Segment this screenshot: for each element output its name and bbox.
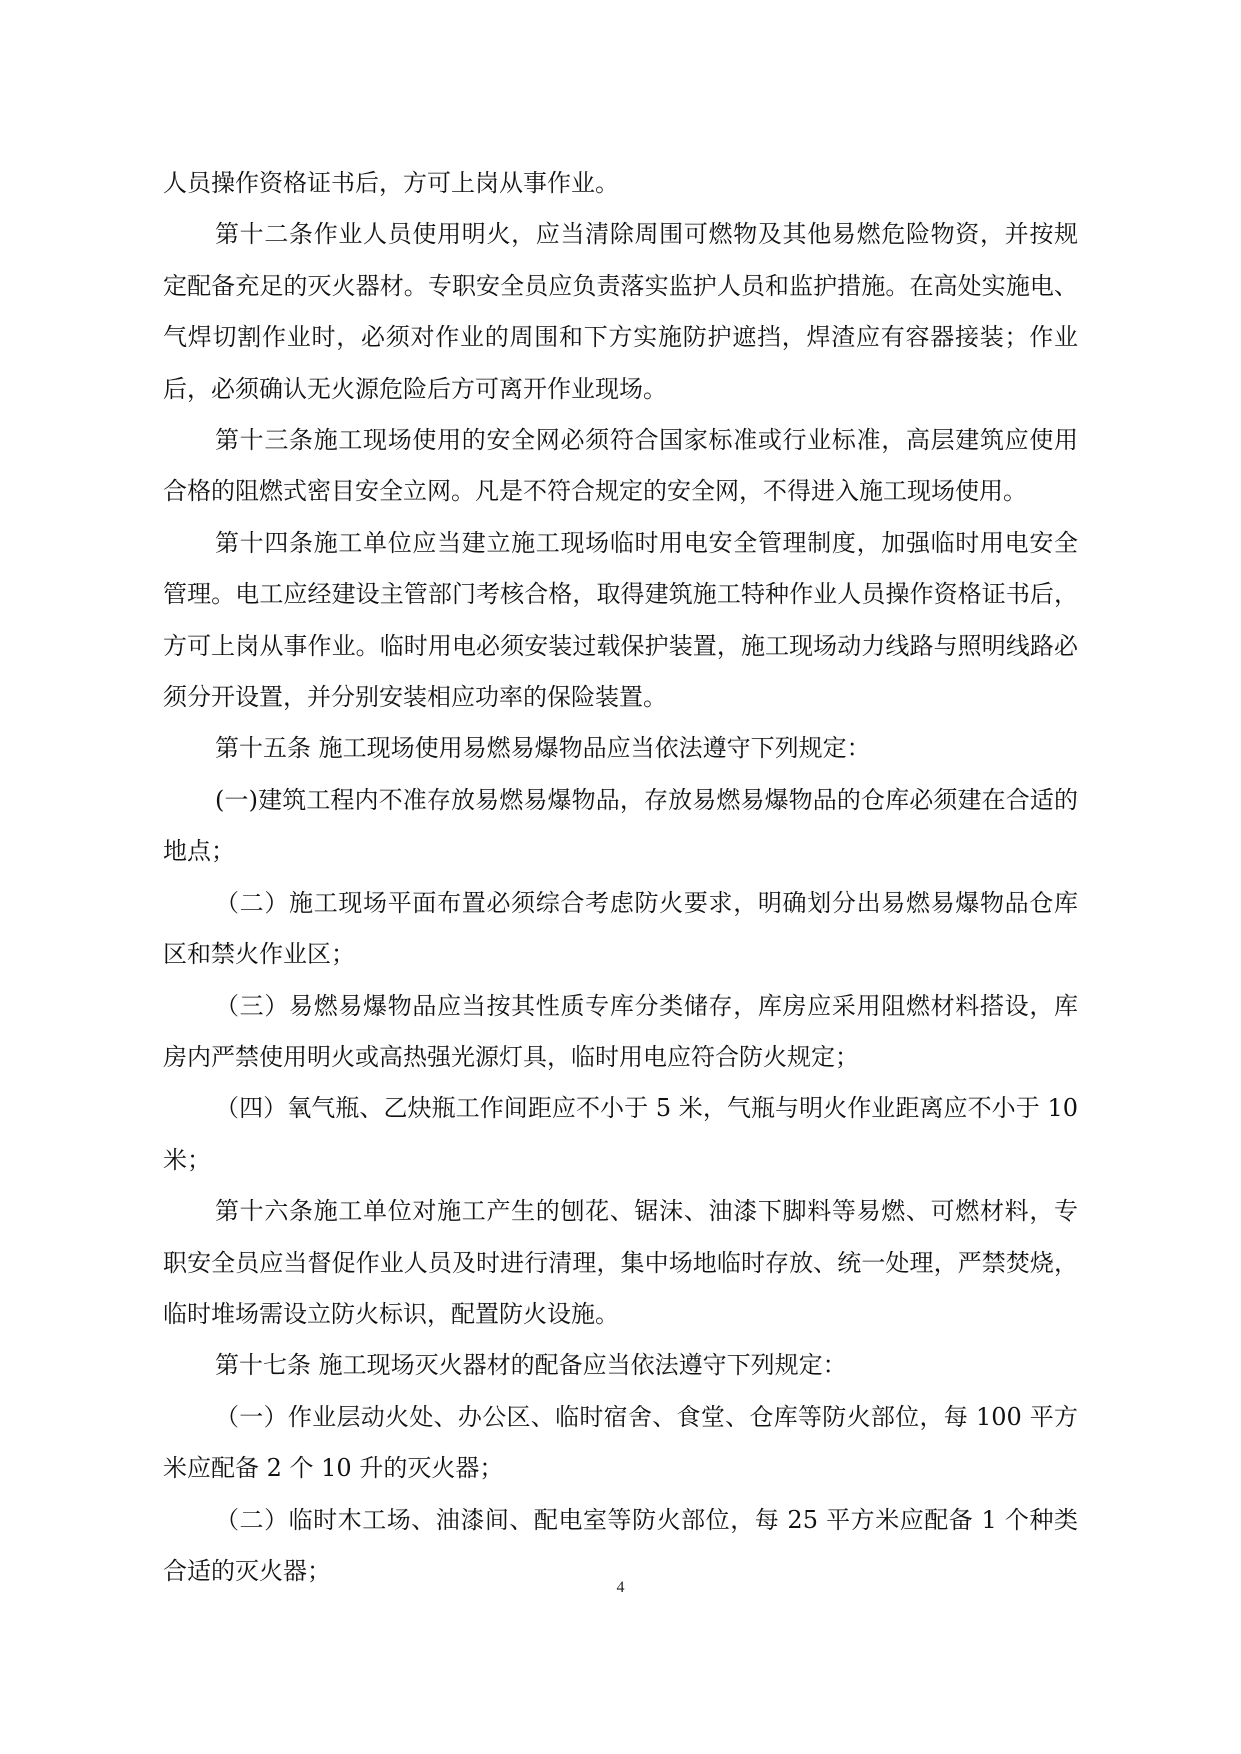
page-number: 4 <box>616 1579 625 1596</box>
paragraph-article-15-item-3: （三）易燃易爆物品应当按其性质专库分类储存，库房应采用阻燃材料搭设，库房内严禁使用明火或高热强光源灯具，临时用电应符合防火规定； <box>163 991 1078 1071</box>
paragraph-article-13: 第十三条施工现场使用的安全网必须符合国家标准或行业标准，高层建筑应使用合格的阻燃式密目安全立网。凡是不符合规定的安全网，不得进入施工现场使用。 <box>163 426 1078 506</box>
paragraph-article-17-item-2: （二）临时木工场、油漆间、配电室等防火部位，每 25 平方米应配备 1 个种类合适的灭火器； <box>163 1505 1078 1585</box>
paragraph-article-15-item-1: (一)建筑工程内不准存放易燃易爆物品，存放易燃易爆物品的仓库必须建在合适的地点； <box>163 785 1078 866</box>
paragraph-continuation: 人员操作资格证书后，方可上岗从事作业。 <box>163 169 619 197</box>
paragraph-article-15: 第十五条 施工现场使用易燃易爆物品应当依法遵守下列规定： <box>215 734 871 763</box>
paragraph-article-16: 第十六条施工单位对施工产生的刨花、锯沫、油漆下脚料等易燃、可燃材料，专职安全员应当督促作业人员及时进行清理，集中场地临时存放、统一处理，严禁焚烧，临时堆场需设立防火标识，配置防火设施。 <box>163 1197 1078 1328</box>
paragraph-article-14: 第十四条施工单位应当建立施工现场临时用电安全管理制度，加强临时用电安全管理。电工应经建设主管部门考核合格，取得建筑施工特种作业人员操作资格证书后，方可上岗从事作业。临时用电必须安装过载保护装置，施工现场动力线路与照明线路必须分开设置，并分别安装相应功率的保险装置。 <box>163 528 1078 712</box>
paragraph-article-15-item-4: （四）氧气瓶、乙炔瓶工作间距应不小于 5 米，气瓶与明火作业距离应不小于 10 米； <box>163 1094 1078 1174</box>
paragraph-article-17-item-1: （一）作业层动火处、办公区、临时宿舍、食堂、仓库等防火部位，每 100 平方米应配备 2 个 10 升的灭火器； <box>163 1402 1078 1483</box>
paragraph-article-12: 第十二条作业人员使用明火，应当清除周围可燃物及其他易燃危险物资，并按规定配备充足的灭火器材。专职安全员应负责落实监护人员和监护措施。在高处实施电、气焊切割作业时，必须对作业的周围和下方实施防护遮挡，焊渣应有容器接装；作业后，必须确认无火源危险后方可离开作业现场。 <box>163 220 1078 403</box>
paragraph-article-15-item-2: （二）施工现场平面布置必须综合考虑防火要求，明确划分出易燃易爆物品仓库区和禁火作业区； <box>163 888 1078 969</box>
paragraph-article-17: 第十七条 施工现场灭火器材的配备应当依法遵守下列规定： <box>215 1351 847 1380</box>
document-body <box>163 158 1078 1597</box>
